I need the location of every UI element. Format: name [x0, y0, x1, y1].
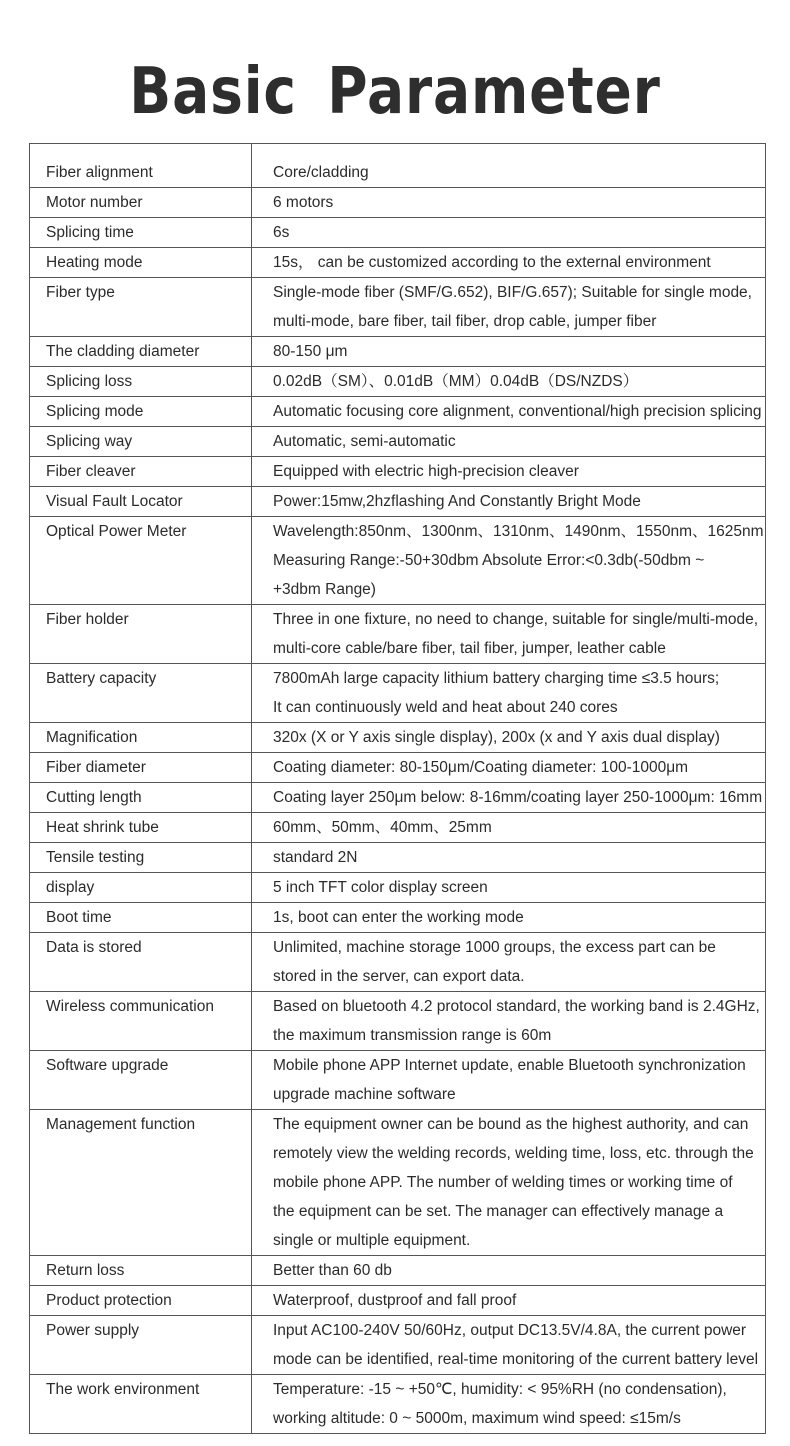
parameter-label: Fiber holder — [30, 605, 252, 664]
table-row — [30, 517, 766, 605]
parameter-value-line: Three in one fixture, no need to change, suitable for single/multi-mode, — [273, 611, 759, 628]
table-row — [30, 278, 766, 337]
table-row — [30, 144, 766, 188]
parameter-value — [252, 188, 766, 218]
parameter-value-line: mode can be identified, real-time monitoring of the current battery level — [273, 1351, 759, 1368]
parameter-value-line: the equipment can be set. The manager can effectively manage a — [273, 1203, 724, 1220]
parameter-value — [252, 783, 766, 813]
parameter-value — [252, 1256, 766, 1286]
parameter-value — [252, 397, 766, 427]
parameter-label: The cladding diameter — [30, 337, 252, 367]
parameter-value-line: 80-150 μm — [273, 343, 348, 360]
parameter-value-line: Temperature: -15 ~ +50℃, humidity: < 95%RH (no condensation), — [273, 1381, 727, 1398]
table-row — [30, 457, 766, 487]
parameter-value-line: Unlimited, machine storage 1000 groups, the excess part can be — [273, 939, 716, 956]
parameter-value-line: 60mm、50mm、40mm、25mm — [273, 819, 492, 836]
parameter-label: Fiber diameter — [30, 753, 252, 783]
parameter-value — [252, 367, 766, 397]
parameter-value — [252, 992, 766, 1051]
page-title: Basic Parameter — [129, 55, 661, 129]
parameter-value-line: single or multiple equipment. — [273, 1232, 471, 1249]
parameter-label: Battery capacity — [30, 664, 252, 723]
parameter-value — [252, 843, 766, 873]
parameter-value-line: Mobile phone APP Internet update, enable Bluetooth synchronization — [273, 1057, 746, 1074]
parameter-value — [252, 278, 766, 337]
parameter-value-line: stored in the server, can export data. — [273, 968, 525, 985]
parameter-label: Product protection — [30, 1286, 252, 1316]
parameter-value-line: Waterproof, dustproof and fall proof — [273, 1292, 517, 1309]
parameter-value-line: Better than 60 db — [273, 1262, 392, 1279]
parameter-value — [252, 664, 766, 723]
table-row — [30, 487, 766, 517]
parameter-value-line: +3dbm Range) — [273, 581, 376, 598]
parameter-value — [252, 487, 766, 517]
parameter-value-line: The equipment owner can be bound as the highest authority, and can — [273, 1116, 749, 1133]
parameter-value — [252, 218, 766, 248]
parameter-value-line: 320x (X or Y axis single display), 200x (x and Y axis dual display) — [273, 729, 720, 746]
parameter-value-line: Single-mode fiber (SMF/G.652), BIF/G.657); Suitable for single mode, — [273, 284, 752, 301]
parameter-value — [252, 457, 766, 487]
parameter-label: display — [30, 873, 252, 903]
parameter-label: Heat shrink tube — [30, 813, 252, 843]
parameter-table — [29, 143, 766, 1434]
table-row — [30, 248, 766, 278]
parameter-label: Cutting length — [30, 783, 252, 813]
parameter-label: Magnification — [30, 723, 252, 753]
parameter-value-line: Based on bluetooth 4.2 protocol standard, the working band is 2.4GHz, — [273, 998, 760, 1015]
parameter-value-line: 5 inch TFT color display screen — [273, 879, 488, 896]
table-row — [30, 1375, 766, 1434]
parameter-value — [252, 427, 766, 457]
parameter-value — [252, 903, 766, 933]
table-row — [30, 1051, 766, 1110]
parameter-value-line: 6s — [273, 224, 290, 241]
parameter-label: Management function — [30, 1110, 252, 1256]
table-row — [30, 1110, 766, 1256]
parameter-value — [252, 605, 766, 664]
parameter-value-line: Automatic, semi-automatic — [273, 433, 456, 450]
parameter-value-line: the maximum transmission range is 60m — [273, 1027, 552, 1044]
parameter-value — [252, 1286, 766, 1316]
parameter-value-line: It can continuously weld and heat about 240 cores — [273, 699, 618, 716]
table-row — [30, 723, 766, 753]
parameter-label: Software upgrade — [30, 1051, 252, 1110]
parameter-value — [252, 1375, 766, 1434]
parameter-value — [252, 873, 766, 903]
parameter-value-line: 0.02dB（SM）、0.01dB（MM）0.04dB（DS/NZDS） — [273, 373, 639, 390]
table-row — [30, 843, 766, 873]
parameter-label: Tensile testing — [30, 843, 252, 873]
parameter-value-line: 7800mAh large capacity lithium battery charging time ≤3.5 hours; — [273, 670, 720, 687]
parameter-label: Power supply — [30, 1316, 252, 1375]
parameter-label: Optical Power Meter — [30, 517, 252, 605]
parameter-label: Motor number — [30, 188, 252, 218]
parameter-label: Visual Fault Locator — [30, 487, 252, 517]
parameter-value-line: Power:15mw,2hzflashing And Constantly Bright Mode — [273, 493, 641, 510]
parameter-label: Return loss — [30, 1256, 252, 1286]
parameter-value-line: mobile phone APP. The number of welding times or working time of — [273, 1174, 733, 1191]
table-row — [30, 873, 766, 903]
table-row — [30, 992, 766, 1051]
parameter-value-line: Coating diameter: 80-150μm/Coating diameter: 100-1000μm — [273, 759, 689, 776]
parameter-label: Boot time — [30, 903, 252, 933]
parameter-label: Fiber cleaver — [30, 457, 252, 487]
parameter-label: Splicing loss — [30, 367, 252, 397]
table-row — [30, 397, 766, 427]
parameter-value-line: Wavelength:850nm、1300nm、1310nm、1490nm、1550nm、1625nm — [273, 523, 764, 540]
parameter-value-line: Core/cladding — [273, 164, 369, 181]
parameter-value — [252, 1110, 766, 1256]
parameter-label: Splicing way — [30, 427, 252, 457]
parameter-label: Fiber alignment — [30, 144, 252, 188]
parameter-value — [252, 1051, 766, 1110]
table-row — [30, 427, 766, 457]
table-row — [30, 813, 766, 843]
parameter-value-line: 1s, boot can enter the working mode — [273, 909, 524, 926]
parameter-value-line: 15s， can be customized according to the external environment — [273, 254, 711, 271]
table-row — [30, 188, 766, 218]
table-row — [30, 1256, 766, 1286]
parameter-value — [252, 337, 766, 367]
parameter-label: Data is stored — [30, 933, 252, 992]
table-row — [30, 1286, 766, 1316]
table-row — [30, 1316, 766, 1375]
parameter-label: Splicing time — [30, 218, 252, 248]
parameter-value — [252, 933, 766, 992]
parameter-value — [252, 144, 766, 188]
table-row — [30, 753, 766, 783]
parameter-value — [252, 813, 766, 843]
parameter-value-line: Coating layer 250μm below: 8-16mm/coating layer 250-1000μm: 16mm — [273, 789, 763, 806]
table-row — [30, 933, 766, 992]
parameter-value — [252, 753, 766, 783]
parameter-value-line: upgrade machine software — [273, 1086, 456, 1103]
parameter-label: Splicing mode — [30, 397, 252, 427]
table-row — [30, 218, 766, 248]
parameter-value-line: standard 2N — [273, 849, 358, 866]
parameter-value-line: remotely view the welding records, welding time, loss, etc. through the — [273, 1145, 754, 1162]
table-row — [30, 903, 766, 933]
table-row — [30, 783, 766, 813]
parameter-label: The work environment — [30, 1375, 252, 1434]
parameter-label: Heating mode — [30, 248, 252, 278]
parameter-value-line: multi-mode, bare fiber, tail fiber, drop cable, jumper fiber — [273, 313, 657, 330]
parameter-value-line: Measuring Range:-50+30dbm Absolute Error:<0.3db(-50dbm ~ — [273, 552, 705, 569]
parameter-value — [252, 723, 766, 753]
parameter-value-line: 6 motors — [273, 194, 334, 211]
parameter-value — [252, 517, 766, 605]
parameter-label: Wireless communication — [30, 992, 252, 1051]
table-row — [30, 605, 766, 664]
table-row — [30, 337, 766, 367]
table-row — [30, 664, 766, 723]
parameter-value — [252, 248, 766, 278]
table-row — [30, 367, 766, 397]
parameter-value-line: Equipped with electric high-precision cleaver — [273, 463, 579, 480]
parameter-value — [252, 1316, 766, 1375]
parameter-value-line: Input AC100-240V 50/60Hz, output DC13.5V/4.8A, the current power — [273, 1322, 747, 1339]
parameter-value-line: multi-core cable/bare fiber, tail fiber, jumper, leather cable — [273, 640, 666, 657]
parameter-table-body — [30, 144, 766, 1434]
parameter-label: Fiber type — [30, 278, 252, 337]
parameter-value-line: Automatic focusing core alignment, conventional/high precision splicing — [273, 403, 762, 420]
parameter-value-line: working altitude: 0 ~ 5000m, maximum wind speed: ≤15m/s — [273, 1410, 681, 1427]
